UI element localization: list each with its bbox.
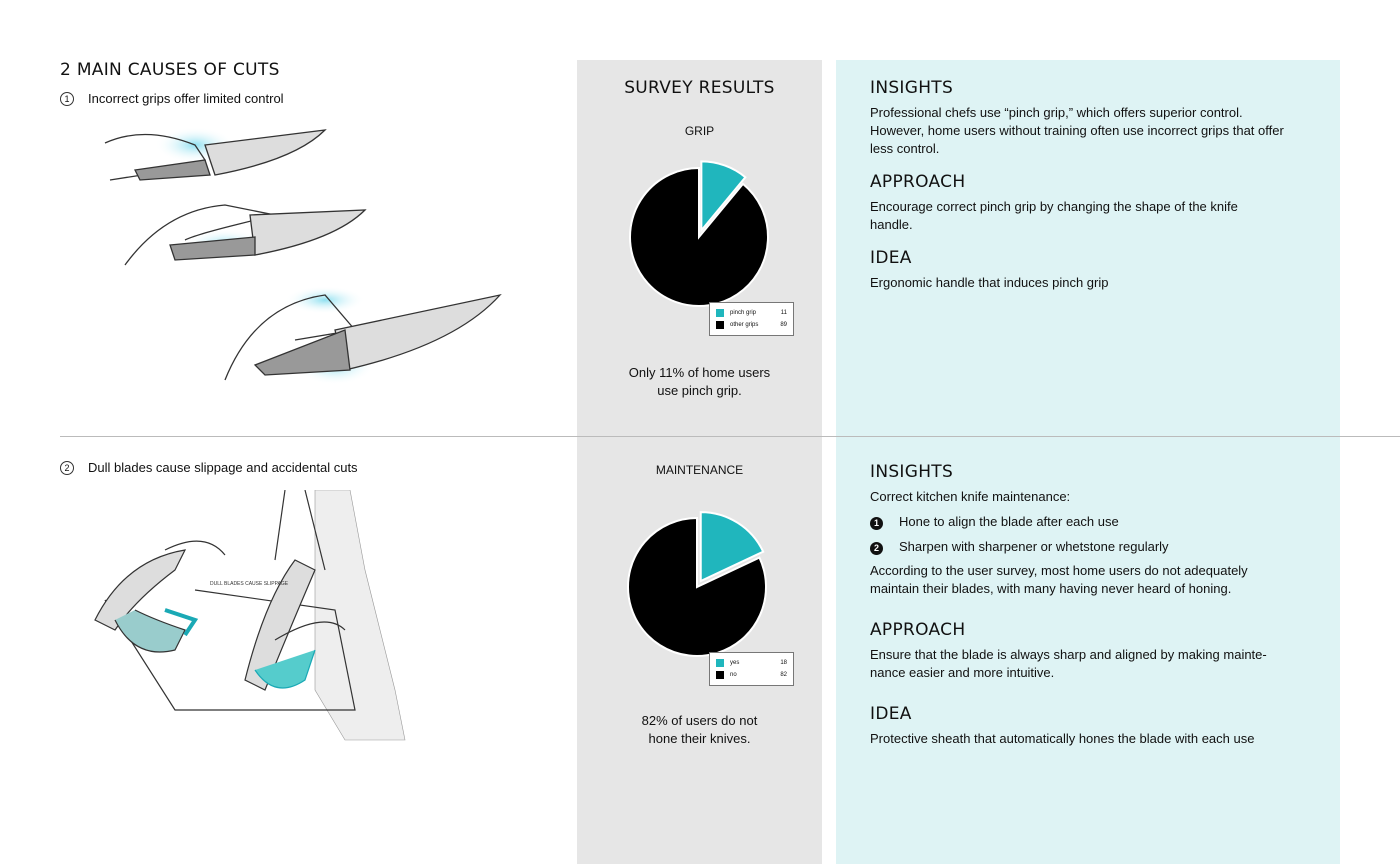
insights-text: Professional chefs use “pinch grip,” which offers superior control. However, home users without training often use incorrect grips that offer less control.: [870, 105, 1284, 156]
grip-legend: [709, 302, 794, 336]
grip-pie-chart: [617, 155, 787, 325]
idea-heading: IDEA: [870, 248, 912, 268]
list-item: 1 Hone to align the blade after each use: [870, 513, 1290, 531]
pie-slice-other-grips: [630, 168, 768, 306]
insights-heading: INSIGHTS: [870, 462, 954, 482]
maintenance-pie-chart: [615, 505, 785, 675]
insights-intro: Correct kitchen knife maintenance:: [870, 489, 1071, 504]
list-item: 2 Sharpen with sharpener or whetstone regularly: [870, 538, 1290, 556]
approach-text: Encourage correct pinch grip by changing the shape of the knife handle.: [870, 199, 1238, 232]
insights-heading: INSIGHTS: [870, 78, 954, 98]
survey-title: SURVEY RESULTS: [624, 78, 775, 98]
insights-text: According to the user survey, most home users do not adequately maintain their blades, with many having never heard of honing.: [870, 563, 1248, 596]
cause-2-text: Dull blades cause slippage and accidental cuts: [88, 460, 358, 475]
maintenance-legend: [709, 652, 794, 686]
grip-label: GRIP: [684, 124, 715, 138]
idea-heading: IDEA: [870, 704, 912, 724]
legend-item: other grips 89: [716, 319, 787, 331]
cause-2: [60, 459, 358, 477]
idea-text: Protective sheath that automatically hones the blade with each use: [870, 731, 1255, 746]
cause-1: [60, 90, 284, 108]
grip-illustration: [95, 115, 515, 405]
legend-item: yes 18: [716, 657, 787, 669]
idea-text: Ergonomic handle that induces pinch grip: [870, 275, 1109, 290]
approach-heading: APPROACH: [870, 620, 966, 640]
grip-caption: Only 11% of home users use pinch grip.: [628, 365, 771, 398]
cause-1-text: Incorrect grips offer limited control: [88, 91, 284, 106]
number-badge: 2: [60, 461, 74, 475]
approach-text: Ensure that the blade is always sharp and aligned by making mainte-nance easier and more intuitive.: [870, 647, 1267, 680]
sketch-note: DULL BLADES CAUSE SLIPPAGE: [210, 581, 289, 587]
maintenance-caption: 82% of users do not hone their knives.: [641, 713, 758, 746]
dull-blade-illustration: [75, 490, 435, 750]
section-divider: [60, 436, 1400, 437]
legend-item: pinch grip 11: [716, 307, 787, 319]
maintenance-label: MAINTENANCE: [655, 463, 744, 477]
approach-heading: APPROACH: [870, 172, 966, 192]
legend-item: no 82: [716, 669, 787, 681]
page-title: 2 MAIN CAUSES OF CUTS: [60, 60, 280, 80]
number-badge: 1: [60, 92, 74, 106]
